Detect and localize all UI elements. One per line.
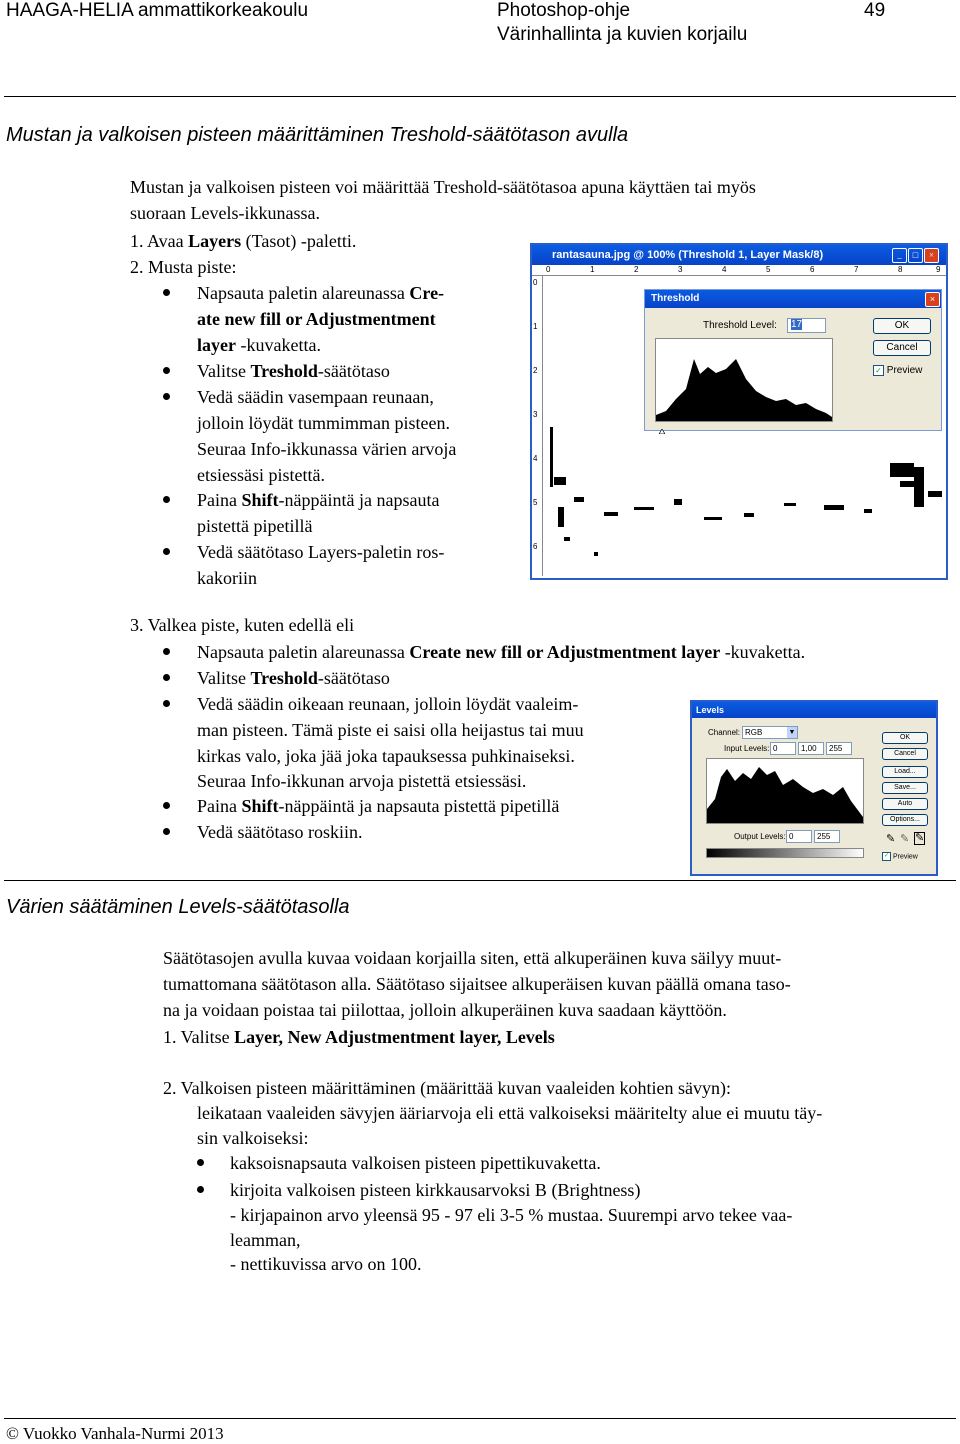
- step1: 1. Avaa Layers (Tasot) -paletti.: [130, 231, 357, 251]
- bullet-dot: [197, 1159, 204, 1166]
- threshold-level-label: Threshold Level:: [703, 320, 777, 331]
- channel-label: Channel:: [708, 728, 741, 737]
- cancel-button[interactable]: Cancel: [873, 340, 931, 356]
- s2-step2-line2: leikataan vaaleiden sävyjen ääriarvoja eli että valkoiseksi määritelty alue ei muutu täy-: [197, 1103, 823, 1123]
- load-button[interactable]: Load...: [882, 766, 928, 778]
- levels-screenshot: [690, 700, 938, 876]
- preview-checkbox[interactable]: [882, 852, 918, 861]
- d2-line3: leamman,: [230, 1230, 301, 1250]
- channel-select[interactable]: [742, 726, 798, 739]
- ruler-label: 6: [810, 265, 815, 274]
- c3-line2: man pisteen. Tämä piste ei saisi olla heijastus tai muu: [197, 720, 584, 740]
- input-gamma-field[interactable]: 1,00: [798, 742, 824, 755]
- gray-eyedropper-icon[interactable]: ✎: [900, 833, 910, 845]
- ruler-label: 1: [590, 265, 595, 274]
- header-subtitle: Värinhallinta ja kuvien korjailu: [497, 24, 748, 45]
- s2-step2-line1: 2. Valkoisen pisteen määrittäminen (määrittää kuvan vaaleiden kohtien sävyn):: [163, 1078, 731, 1098]
- b2: Valitse Treshold-säätötaso: [197, 361, 390, 381]
- footer-rule: [4, 1418, 956, 1419]
- intro-line-2: suoraan Levels-ikkunassa.: [130, 203, 320, 223]
- c5: Vedä säätötaso roskiin.: [197, 822, 363, 842]
- preview-label: Preview: [886, 365, 923, 377]
- b3-line2: jolloin löydät tummimman pisteen.: [197, 413, 450, 433]
- preview-checkbox[interactable]: [873, 365, 922, 376]
- ruler-label: 5: [533, 498, 538, 507]
- c1: Napsauta paletin alareunassa Create new fill or Adjustmentment layer -kuvaketta.: [197, 642, 806, 662]
- chevron-down-icon: ▼: [788, 729, 796, 736]
- bullet-dot: [163, 648, 170, 655]
- close-icon: ×: [925, 292, 940, 307]
- checkmark-icon: ✓: [883, 853, 890, 859]
- b1-line2: ate new fill or Adjustmentment: [197, 309, 436, 329]
- para-line-1: Säätötasojen avulla kuvaa voidaan korjailla siten, että alkuperäinen kuva säilyy muut-: [163, 948, 782, 968]
- ruler-label: 8: [898, 265, 903, 274]
- ruler-label: 5: [766, 265, 771, 274]
- checkmark-icon: ✓: [873, 365, 884, 376]
- b3-line3: Seuraa Info-ikkunassa värien arvoja: [197, 439, 457, 459]
- threshold-level-value: 17: [791, 319, 803, 330]
- footer-copyright: © Vuokko Vanhala-Nurmi 2013: [6, 1424, 224, 1443]
- levels-titlebar: [692, 702, 936, 718]
- d2-line2: - kirjapainon arvo yleensä 95 - 97 eli 3-5 % mustaa. Suurempi arvo tekee vaa-: [230, 1205, 793, 1225]
- b4-line2: pistettä pipetillä: [197, 516, 313, 536]
- c3-line4: Seuraa Info-ikkunan arvoja pistettä etsiessäsi.: [197, 771, 527, 791]
- output-white-field[interactable]: 255: [814, 830, 840, 843]
- section-rule: [4, 880, 956, 881]
- preview-label: Preview: [892, 853, 918, 861]
- ruler-label: 3: [678, 265, 683, 274]
- bullet-dot: [163, 802, 170, 809]
- cancel-button[interactable]: Cancel: [882, 748, 928, 760]
- dialog-title: Threshold: [651, 293, 700, 304]
- dialog-titlebar: [645, 290, 941, 308]
- bullet-dot: [163, 700, 170, 707]
- header-rule: [4, 96, 956, 97]
- section1-heading: Mustan ja valkoisen pisteen määrittäminen Treshold-säätötason avulla: [6, 124, 629, 146]
- para-line-3: na ja voidaan poistaa tai piilottaa, jolloin alkuperäinen kuva saadaan käyttöön.: [163, 1000, 727, 1020]
- c3-line3: kirkas valo, joka jää joka tapauksessa puhkinaiseksi.: [197, 746, 575, 766]
- input-black-field[interactable]: 0: [770, 742, 796, 755]
- auto-button[interactable]: Auto: [882, 798, 928, 810]
- input-white-field[interactable]: 255: [826, 742, 852, 755]
- step3: 3. Valkea piste, kuten edellä eli: [130, 615, 355, 635]
- threshold-screenshot: [530, 243, 948, 580]
- output-gradient-bar[interactable]: [706, 848, 864, 858]
- ok-button[interactable]: OK: [882, 732, 928, 744]
- threshold-level-input[interactable]: [787, 318, 826, 333]
- bullet-dot: [197, 1186, 204, 1193]
- bullet-dot: [163, 548, 170, 555]
- ruler-label: 2: [533, 366, 538, 375]
- channel-value: RGB: [745, 728, 763, 737]
- ruler-top: [532, 265, 946, 276]
- c4: Paina Shift-näppäintä ja napsauta pistettä pipetillä: [197, 796, 560, 816]
- levels-histogram: [706, 758, 864, 824]
- ruler-label: 7: [854, 265, 859, 274]
- d2-line4: - nettikuvissa arvo on 100.: [230, 1254, 422, 1274]
- bullet-dot: [163, 674, 170, 681]
- d1: kaksoisnapsauta valkoisen pisteen pipettikuvaketta.: [230, 1153, 601, 1173]
- header-title: Photoshop-ohje: [497, 0, 631, 21]
- window-titlebar: [532, 245, 946, 265]
- c3-line1: Vedä säädin oikeaan reunaan, jolloin löydät vaaleim-: [197, 694, 579, 714]
- white-eyedropper-icon[interactable]: ✎: [915, 832, 925, 844]
- histogram-graphic: [656, 339, 832, 421]
- maximize-icon: □: [908, 248, 923, 263]
- d2-line1: kirjoita valkoisen pisteen kirkkausarvoksi B (Brightness): [230, 1180, 641, 1200]
- levels-title: Levels: [696, 705, 725, 715]
- step2: 2. Musta piste:: [130, 257, 237, 277]
- bullet-dot: [163, 828, 170, 835]
- intro-line-1: Mustan ja valkoisen pisteen voi määrittää Treshold-säätötasoa apuna käyttäen tai myös: [130, 177, 756, 197]
- output-levels-label: Output Levels:: [734, 832, 786, 841]
- page-number: 49: [864, 0, 886, 21]
- ruler-label: 6: [533, 542, 538, 551]
- ruler-label: 4: [533, 454, 538, 463]
- c2: Valitse Treshold-säätötaso: [197, 668, 390, 688]
- header-org: HAAGA-HELIA ammattikorkeakoulu: [6, 0, 309, 21]
- b5-line1: Vedä säätötaso Layers-paletin ros-: [197, 542, 445, 562]
- ruler-label: 3: [533, 410, 538, 419]
- ruler-label: 9: [936, 265, 941, 274]
- s2-step1: 1. Valitse Layer, New Adjustmentment layer, Levels: [163, 1027, 555, 1047]
- window-title: rantasauna.jpg @ 100% (Threshold 1, Layer Mask/8): [552, 249, 824, 261]
- threshold-slider-handle[interactable]: [659, 421, 665, 426]
- ruler-label: 1: [533, 322, 538, 331]
- ruler-label: 0: [546, 265, 551, 274]
- ruler-left: [532, 276, 543, 576]
- ruler-label: 0: [533, 278, 538, 287]
- b4-line1: Paina Shift-näppäintä ja napsauta: [197, 490, 440, 510]
- bullet-dot: [163, 393, 170, 400]
- options-button[interactable]: Options...: [882, 814, 928, 826]
- section2-heading: Värien säätäminen Levels-säätötasolla: [6, 896, 350, 918]
- minimize-icon: _: [892, 248, 907, 263]
- b3-line4: etsiessäsi pistettä.: [197, 465, 325, 485]
- black-eyedropper-icon[interactable]: ✎: [886, 833, 896, 845]
- s2-step2-line3: sin valkoiseksi:: [197, 1128, 309, 1148]
- output-black-field[interactable]: 0: [786, 830, 812, 843]
- bullet-dot: [163, 289, 170, 296]
- b3-line1: Vedä säädin vasempaan reunaan,: [197, 387, 434, 407]
- close-icon: ×: [924, 248, 939, 263]
- ruler-label: 2: [634, 265, 639, 274]
- bullet-dot: [163, 367, 170, 374]
- b1-line3: layer -kuvaketta.: [197, 335, 321, 355]
- input-levels-label: Input Levels:: [724, 744, 770, 753]
- b5-line2: kakoriin: [197, 568, 257, 588]
- histogram-graphic: [707, 759, 863, 823]
- threshold-histogram: [655, 338, 833, 422]
- save-button[interactable]: Save...: [882, 782, 928, 794]
- para-line-2: tumattomana säätötason alla. Säätötaso sijaitsee alkuperäisen kuvan päällä omana taso-: [163, 974, 791, 994]
- bullet-dot: [163, 496, 170, 503]
- ok-button[interactable]: OK: [873, 318, 931, 334]
- threshold-dialog: [644, 289, 942, 431]
- b1-line1: Napsauta paletin alareunassa Cre-: [197, 283, 445, 303]
- ruler-label: 4: [722, 265, 727, 274]
